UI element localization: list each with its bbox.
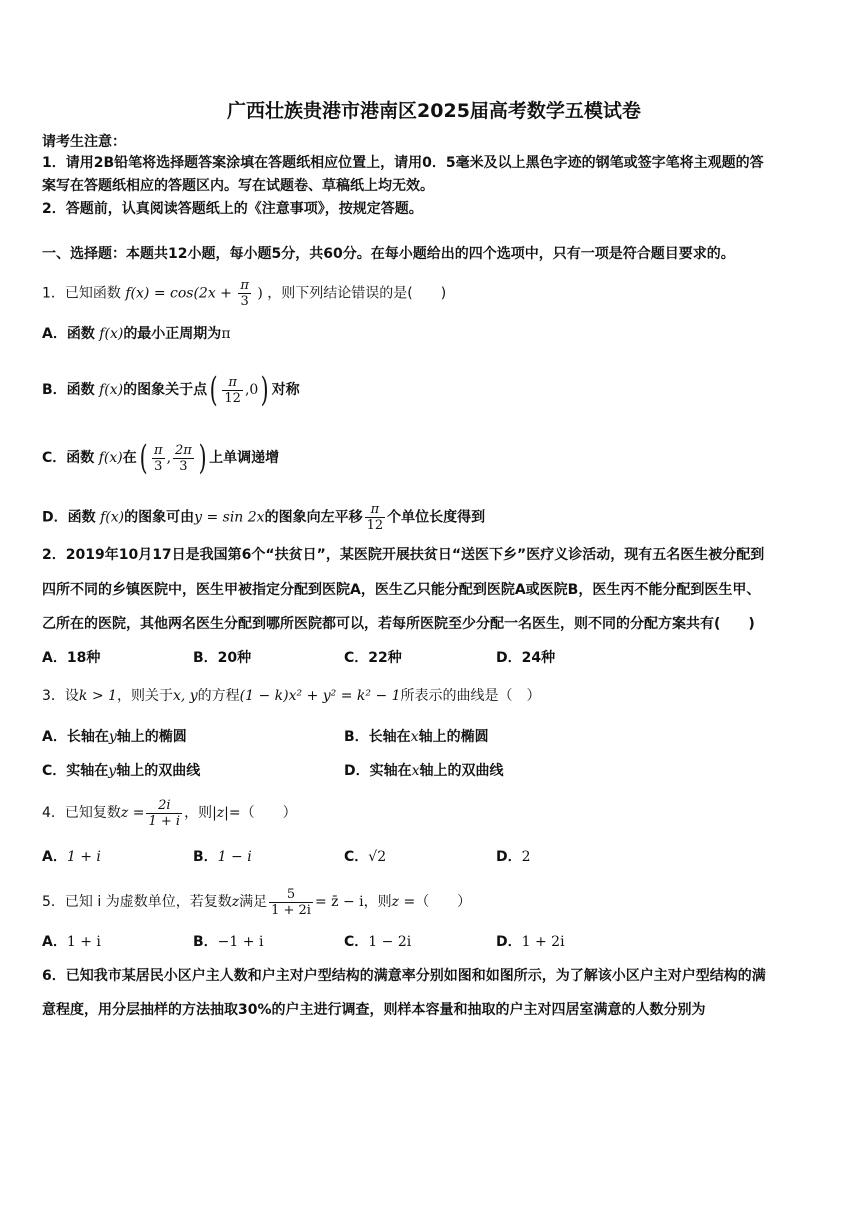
q2-option-b: B．20种 (193, 650, 252, 666)
q1-close: ) (257, 285, 263, 302)
q6-line-2: 意程度，用分层抽样的方法抽取30%的户主进行调查，则样本容量和抽取的户主对四居室满意的人数分别为 (42, 1002, 706, 1018)
q1-option-a: A．函数 f(x)的最小正周期为π (42, 326, 231, 342)
q3-option-a: A．长轴在y轴上的椭圆 (42, 729, 187, 745)
notice-heading: 请考生注意： (42, 134, 126, 150)
question-5: 5．已知 i 为虚数单位，若复数z满足 $\frac{5}{1 + 2i}$ = z̄ − i，则z =（ ） (42, 886, 472, 918)
q4-option-a: A．1 + i (42, 849, 101, 865)
q2-option-c: C．22种 (344, 650, 402, 666)
q1-func: f(x) = cos(2x + (125, 285, 232, 302)
q1-pre: 1．已知函数 (42, 285, 121, 302)
q1-option-c: C．函数 f(x)在( $\frac{\pi}{3}$ , $\frac{2\pi}{3}$ ) 上单调递增 (42, 438, 280, 478)
notice-item-1a: 1．请用2B铅笔将选择题答案涂填在答题纸相应位置上，请用0．5毫米及以上黑色字迹的钢笔或签字笔将主观题的答 (42, 155, 764, 171)
q3-option-b: B．长轴在x轴上的椭圆 (344, 729, 489, 745)
question-3: 3．设k > 1，则关于x, y的方程(1 − k)x² + y² = k² − 1所表示的曲线是（ ） (42, 688, 541, 704)
notice-item-2: 2．答题前，认真阅读答题纸上的《注意事项》，按规定答题。 (42, 201, 423, 217)
q2-option-a: A．18种 (42, 650, 101, 666)
q5-option-b: B．−1 + i (193, 934, 264, 950)
q5-option-a: A．1 + i (42, 934, 101, 950)
notice-item-1b: 案写在答题纸相应的答题区内。写在试题卷、草稿纸上均无效。 (42, 178, 434, 194)
q5-option-c: C．1 − 2i (344, 934, 412, 950)
q3-option-c: C．实轴在y轴上的双曲线 (42, 763, 201, 779)
q4-option-b: B．1 − i (193, 849, 252, 865)
question-4: 4．已知复数z = $\frac{2i}{1 + i}$ ，则|z|=（ ） (42, 797, 297, 829)
q2-line-3: 乙所在的医院，其他两名医生分配到哪所医院都可以，若每所医院至少分配一名医生，则不同的分配方案共有( ) (42, 616, 755, 632)
q5-option-d: D．1 + 2i (496, 934, 565, 950)
question-1 (42, 278, 446, 309)
q1-option-b: B．函数 f(x)的图象关于点( $\frac{\pi}{12}$ ,0) 对称 (42, 370, 300, 410)
q3-option-d: D．实轴在x轴上的双曲线 (344, 763, 504, 779)
q2-option-d: D．24种 (496, 650, 556, 666)
q1-post: ，则下列结论错误的是( ) (267, 285, 447, 302)
section-heading: 一、选择题：本题共12小题，每小题5分，共60分。在每小题给出的四个选项中，只有一项是符合题目要求的。 (42, 246, 735, 262)
q4-option-c: C．√2 (344, 849, 387, 865)
q2-line-1: 2．2019年10月17日是我国第6个“扶贫日”，某医院开展扶贫日“送医下乡”医疗义诊活动，现有五名医生被分配到 (42, 547, 765, 563)
q2-line-2: 四所不同的乡镇医院中，医生甲被指定分配到医院A，医生乙只能分配到医院A或医院B，医生丙不能分配到医生甲、 (42, 582, 761, 598)
q6-line-1: 6．已知我市某居民小区户主人数和户主对户型结构的满意率分别如图和如图所示，为了解该小区户主对户型结构的满 (42, 968, 766, 984)
q1-frac: $\frac{\pi}{3}$ (240, 278, 249, 309)
page-title: 广西壮族贵港市港南区2025届高考数学五模试卷 (227, 100, 641, 122)
q1-option-d: D．函数 f(x)的图象可由y = sin 2x的图象向左平移 $\frac{\pi}{12}$ 个单位长度得到 (42, 502, 486, 533)
q4-option-d: D．2 (496, 849, 531, 865)
